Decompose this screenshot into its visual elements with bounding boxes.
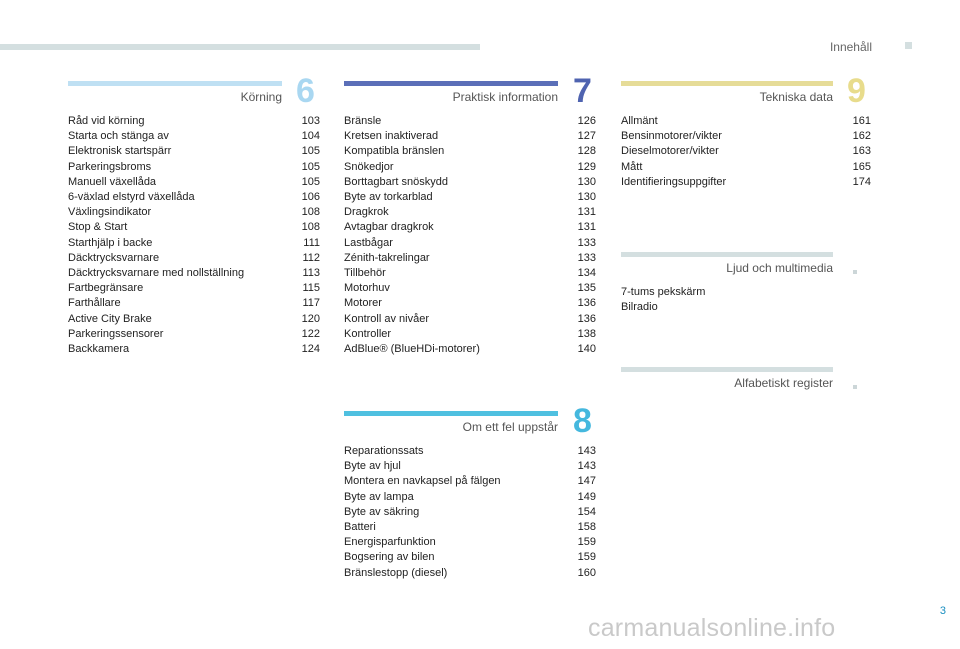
toc-entry-label: Mått — [621, 160, 643, 173]
section-title: Om ett fel uppstår — [462, 420, 558, 434]
toc-list — [621, 285, 833, 315]
toc-entry-page: 131 — [577, 206, 596, 219]
toc-entry[interactable] — [344, 144, 596, 159]
toc-entry-label: Parkeringssensorer — [68, 327, 164, 340]
toc-entry-page: 131 — [577, 221, 596, 234]
section-color-bar — [621, 252, 833, 257]
toc-entry-label: Zénith-takrelingar — [344, 251, 430, 264]
page-header-marker — [905, 42, 912, 49]
toc-entry-label: Kretsen inaktiverad — [344, 130, 439, 143]
toc-entry[interactable] — [344, 459, 596, 474]
section-praktisk-information — [344, 72, 596, 361]
toc-entry[interactable] — [344, 327, 596, 342]
toc-entry[interactable] — [68, 175, 320, 190]
toc-entry-label: Däcktrycksvarnare med nollställning — [68, 267, 245, 280]
toc-entry-label: Snökedjor — [344, 160, 394, 173]
section-number: 8 — [573, 402, 592, 440]
toc-entry-label: Starta och stänga av — [68, 130, 169, 143]
section-color-bar — [621, 81, 833, 86]
toc-entry[interactable] — [68, 312, 320, 327]
toc-entry-page: 160 — [577, 566, 596, 579]
section-color-bar — [68, 81, 282, 86]
toc-entry-page: 162 — [852, 130, 871, 143]
watermark: carmanualsonline.info — [588, 614, 836, 642]
toc-entry-label: Stop & Start — [68, 221, 128, 234]
toc-entry-page: 122 — [301, 327, 320, 340]
toc-entry-label: Avtagbar dragkrok — [344, 221, 434, 234]
toc-entry[interactable] — [621, 285, 833, 300]
toc-entry-label: Kontroll av nivåer — [344, 312, 429, 325]
toc-entry-page: 124 — [301, 343, 320, 356]
toc-entry-label: Bensinmotorer/vikter — [621, 130, 722, 143]
toc-entry-label: Däcktrycksvarnare — [68, 251, 160, 264]
toc-entry-page: 130 — [577, 191, 596, 204]
toc-entry-page: 108 — [301, 221, 320, 234]
toc-entry-label: Fartbegränsare — [68, 282, 144, 295]
section-marker — [853, 385, 857, 389]
toc-entry[interactable] — [344, 490, 596, 505]
toc-entry-label: Kontroller — [344, 327, 392, 340]
toc-entry-label: Växlingsindikator — [68, 206, 152, 219]
toc-entry-label: Montera en navkapsel på fälgen — [344, 475, 501, 488]
toc-entry[interactable] — [344, 342, 596, 357]
toc-entry-page: 135 — [577, 282, 596, 295]
toc-entry-label: Backkamera — [68, 343, 130, 356]
toc-entry-label: 6-växlad elstyrd växellåda — [68, 191, 195, 204]
toc-entry-page: 106 — [301, 191, 320, 204]
toc-entry-page: 127 — [577, 130, 596, 143]
section-alfabetiskt-register — [621, 367, 833, 397]
toc-entry-page: 111 — [303, 236, 320, 249]
toc-entry-label: Starthjälp i backe — [68, 236, 153, 249]
toc-entry-page: 104 — [301, 130, 320, 143]
toc-entry-page: 143 — [577, 445, 596, 457]
toc-entry-page: 105 — [301, 175, 320, 188]
section-title: Alfabetiskt register — [734, 376, 833, 390]
toc-entry-page: 159 — [577, 551, 596, 564]
toc-entry[interactable] — [68, 129, 320, 144]
toc-entry[interactable] — [68, 251, 320, 266]
toc-entry-label: Tillbehör — [344, 267, 386, 280]
top-decor-bar — [0, 44, 480, 50]
toc-entry[interactable] — [621, 175, 871, 190]
toc-entry-page: 133 — [577, 236, 596, 249]
toc-entry[interactable] — [344, 444, 596, 459]
section-marker — [853, 270, 857, 274]
toc-entry-label: Dieselmotorer/vikter — [621, 145, 719, 158]
toc-entry[interactable] — [344, 251, 596, 266]
toc-entry-page: 159 — [577, 536, 596, 549]
toc-entry-label: Batteri — [344, 521, 376, 534]
toc-entry[interactable] — [68, 296, 320, 311]
toc-entry-label: Motorhuv — [344, 282, 390, 295]
toc-entry-page: 112 — [302, 251, 320, 264]
section-title: Ljud och multimedia — [726, 261, 833, 275]
toc-entry[interactable] — [68, 342, 320, 357]
toc-entry-page: 105 — [301, 160, 320, 173]
toc-entry-label: Manuell växellåda — [68, 175, 157, 188]
toc-entry[interactable] — [344, 550, 596, 565]
toc-entry-page: 149 — [577, 490, 596, 503]
section-number: 9 — [847, 72, 866, 110]
toc-entry-page: 165 — [852, 160, 871, 173]
toc-entry[interactable] — [621, 300, 833, 315]
toc-entry-label: Byte av torkarblad — [344, 191, 433, 204]
toc-entry-page: 105 — [301, 145, 320, 158]
section-color-bar — [344, 81, 558, 86]
toc-entry-label: Identifieringsuppgifter — [621, 175, 727, 188]
toc-entry-page: 129 — [577, 160, 596, 173]
toc-entry-page: 128 — [577, 145, 596, 158]
toc-entry[interactable] — [344, 520, 596, 535]
toc-entry-label: Borttagbart snöskydd — [344, 175, 448, 188]
toc-entry[interactable] — [68, 190, 320, 205]
toc-entry-label: Bogsering av bilen — [344, 551, 435, 564]
toc-entry-page: 143 — [577, 460, 596, 473]
section-ljud-och-multimedia — [621, 252, 833, 322]
toc-entry-label: Bilradio — [621, 301, 658, 314]
toc-list — [621, 114, 871, 190]
toc-entry-page: 117 — [302, 297, 320, 310]
toc-entry[interactable] — [344, 312, 596, 327]
toc-entry[interactable] — [344, 205, 596, 220]
toc-entry-page: 115 — [302, 282, 320, 295]
toc-entry-page: 158 — [577, 521, 596, 534]
toc-entry[interactable] — [68, 205, 320, 220]
toc-entry-label: Allmänt — [621, 115, 658, 127]
toc-entry-label: Byte av säkring — [344, 505, 420, 518]
toc-entry-page: 113 — [302, 267, 320, 280]
toc-entry-page: 130 — [577, 175, 596, 188]
section-title: Praktisk information — [452, 90, 558, 104]
toc-entry[interactable] — [344, 505, 596, 520]
toc-entry[interactable] — [344, 474, 596, 489]
toc-entry-label: Farthållare — [68, 297, 121, 310]
toc-entry[interactable] — [344, 129, 596, 144]
section-color-bar — [344, 411, 558, 416]
section-title: Körning — [240, 90, 282, 104]
toc-entry-page: 136 — [577, 297, 596, 310]
toc-list — [344, 444, 596, 581]
toc-entry[interactable] — [621, 129, 871, 144]
section-om-ett-fel-uppstar — [344, 402, 596, 591]
toc-entry-page: 136 — [577, 312, 596, 325]
toc-entry-page: 126 — [577, 115, 596, 127]
toc-entry-page: 108 — [301, 206, 320, 219]
toc-entry-label: Kompatibla bränslen — [344, 145, 445, 158]
section-number: 7 — [573, 72, 592, 110]
toc-entry[interactable] — [344, 236, 596, 251]
section-title: Tekniska data — [759, 90, 833, 104]
section-number: 6 — [296, 72, 315, 110]
toc-entry-label: Reparationssats — [344, 445, 424, 457]
toc-entry-label: Bränslestopp (diesel) — [344, 566, 448, 579]
toc-entry-label: 7-tums pekskärm — [621, 286, 706, 298]
toc-entry[interactable] — [68, 220, 320, 235]
toc-entry[interactable] — [344, 175, 596, 190]
toc-entry-page: 120 — [301, 312, 320, 325]
toc-entry-page: 133 — [577, 251, 596, 264]
toc-entry[interactable] — [344, 296, 596, 311]
toc-entry-label: AdBlue® (BlueHDi-motorer) — [344, 343, 480, 356]
toc-entry-page: 154 — [577, 505, 596, 518]
toc-entry-page: 163 — [852, 145, 871, 158]
toc-entry-page: 134 — [577, 267, 596, 280]
toc-entry[interactable] — [621, 160, 871, 175]
toc-entry[interactable] — [68, 327, 320, 342]
toc-entry-label: Bränsle — [344, 115, 382, 127]
toc-entry-page: 138 — [577, 327, 596, 340]
toc-list — [68, 114, 320, 357]
section-color-bar — [621, 367, 833, 372]
toc-entry[interactable] — [344, 266, 596, 281]
toc-entry-label: Byte av hjul — [344, 460, 401, 473]
toc-entry[interactable] — [68, 160, 320, 175]
toc-entry-label: Elektronisk startspärr — [68, 145, 172, 158]
toc-entry-label: Byte av lampa — [344, 490, 414, 503]
toc-entry-page: 161 — [852, 115, 871, 127]
toc-entry-page: 103 — [301, 115, 320, 127]
toc-entry[interactable] — [344, 281, 596, 296]
section-korning — [68, 72, 320, 361]
toc-entry[interactable] — [344, 190, 596, 205]
toc-entry-label: Active City Brake — [68, 312, 152, 325]
toc-entry-label: Råd vid körning — [68, 115, 145, 127]
section-tekniska-data — [621, 72, 871, 201]
toc-entry-label: Lastbågar — [344, 236, 393, 249]
toc-entry[interactable] — [344, 160, 596, 175]
toc-entry[interactable] — [344, 220, 596, 235]
toc-entry[interactable] — [621, 144, 871, 159]
toc-entry-page: 147 — [577, 475, 596, 488]
toc-entry[interactable] — [621, 114, 871, 129]
page-header-title: Innehåll — [829, 40, 872, 54]
toc-entry-label: Parkeringsbroms — [68, 160, 152, 173]
page-number: 3 — [939, 605, 946, 617]
toc-entry-page: 174 — [852, 175, 871, 188]
toc-list — [344, 114, 596, 357]
toc-entry[interactable] — [344, 566, 596, 581]
toc-entry-page: 140 — [577, 343, 596, 356]
toc-entry[interactable] — [68, 114, 320, 129]
toc-entry-label: Dragkrok — [344, 206, 389, 219]
toc-entry[interactable] — [68, 236, 320, 251]
toc-entry-label: Motorer — [344, 297, 382, 310]
toc-entry-label: Energisparfunktion — [344, 536, 436, 549]
toc-entry[interactable] — [68, 144, 320, 159]
toc-entry[interactable] — [68, 281, 320, 296]
toc-entry[interactable] — [344, 535, 596, 550]
toc-entry[interactable] — [344, 114, 596, 129]
toc-entry[interactable] — [68, 266, 320, 281]
